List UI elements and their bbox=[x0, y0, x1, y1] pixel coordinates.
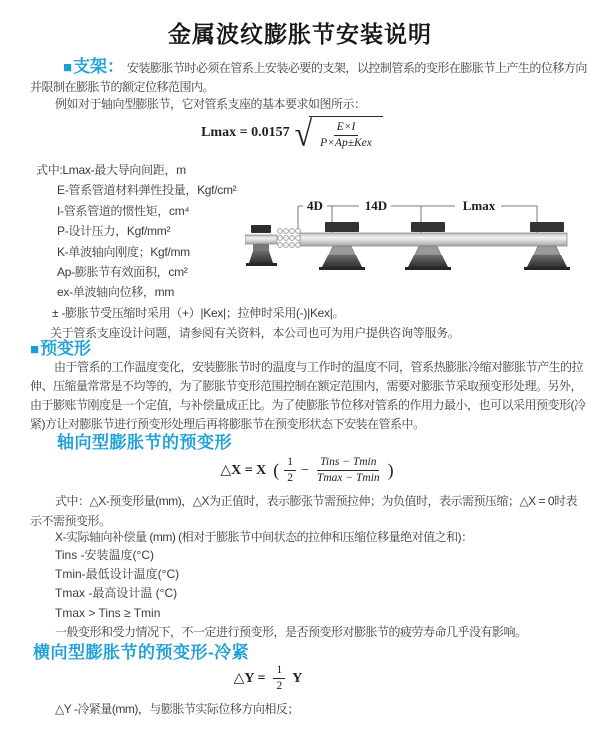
definition-where: 式中:Lmax-最大导向间距，m bbox=[36, 163, 186, 177]
definition-item: E-管系管道材料弹性投量，Kgf/cm² bbox=[57, 183, 237, 198]
minus-sign: − bbox=[301, 462, 309, 478]
lmax-formula-fraction: $\frac{E\times I}{\text{P×Ap±Kex}}$ bbox=[320, 121, 372, 150]
definition-item: Ap-膨胀节有效面积，cm² bbox=[57, 265, 188, 280]
dim-label-14d: 14D bbox=[364, 198, 388, 213]
axial-where-paragraph: 式中：△X-预变形量(mm)，△X为正值时，表示膨张节需预拉伸；为负值时，表示需预压缩；△X = 0时表示不需预变形。 bbox=[30, 494, 578, 528]
definition-item: I-管系管道的惯性矩，cm⁴ bbox=[57, 203, 190, 218]
axial-subheading: 轴向型膨胀节的预变形 bbox=[57, 433, 232, 452]
temp-item: Tmax > Tins ≥ Tmin bbox=[55, 605, 161, 620]
sqrt-icon: √ $\frac{E\times I}{\text{P×Ap±Kex}}$ bbox=[295, 116, 383, 150]
dim-label-4d: 4D bbox=[307, 198, 323, 213]
temp-item: Tmax -最高设计温 (°C) bbox=[55, 586, 178, 601]
predeform-section-heading bbox=[30, 334, 91, 359]
open-paren: ( bbox=[273, 460, 280, 481]
half-fraction: $\frac{1}{2}$ bbox=[273, 664, 285, 693]
consult-note: 关于管系支座设计问题，请参阅有关资料，本公司也可为用户提供咨询等服务。 bbox=[50, 326, 460, 341]
lateral-formula-rhs: Y bbox=[292, 670, 303, 686]
page-title: 金属波纹膨胀节安装说明 bbox=[168, 21, 432, 47]
definition-item: ex-单波轴向位移，mm bbox=[57, 285, 175, 300]
lateral-subheading: 横向型膨胀节的预变形-冷紧 bbox=[33, 643, 250, 662]
predeform-paragraph: 由于管系的工作温度变化，安装膨胀节时的温度与工作时的温度不同，管系热膨胀冷缩对膨胀节产生的拉伸、压缩量常常是不均等的，为了膨胀节变形范围控制在额定范围内，需要对膨胀节采取预变形处理。另外，由于膨账节刚度是一个定值，与补偿量成正比。为了使膨胀节位移对管系的作用力最小，也可以采用预变形(冷紧)方让对膨胀节进行预变形处理后再将膨胀节在预变形状态下安装在管系中。 bbox=[30, 360, 586, 431]
axial-note: 一般变形和受力情况下，不一定进行预变形，是否预变形对膨胀节的疲劳寿命几乎没有影响。 bbox=[55, 625, 527, 639]
support-heading-label: 支架： bbox=[73, 57, 125, 76]
axial-x-definition: X-实际轴向补偿量 (mm) (相对于膨胀节中间状态的拉伸和压缩位移量绝对值之和)： bbox=[55, 530, 473, 544]
bullet-square-icon: ■ bbox=[63, 59, 73, 76]
lmax-formula-lhs: Lmax = 0.0157 bbox=[201, 125, 290, 141]
lateral-formula bbox=[0, 664, 568, 693]
dim-label-lmax: Lmax bbox=[462, 198, 496, 213]
support-intro-text: 安装膨胀节时必须在管系上安装必要的支架，以控制管系的变形在膨胀节上产生的位移方向并限制在膨胀节的额定位移范围内。 bbox=[30, 61, 587, 94]
bullet-square-icon: ■ bbox=[30, 341, 40, 358]
axial-formula bbox=[8, 456, 600, 485]
axial-formula-lhs: △X = X bbox=[220, 463, 267, 479]
temperature-fraction: $\frac{\text{Tins − Tmin}}{Tmax - Tmin}$ bbox=[316, 456, 380, 485]
predeform-heading-label: 预变形 bbox=[40, 339, 92, 358]
anchor-support bbox=[246, 225, 277, 266]
temperature-list bbox=[55, 546, 595, 623]
temp-item: Tmin-最低设计温度(°C) bbox=[55, 567, 180, 582]
support-spacing-diagram bbox=[245, 193, 600, 285]
support-section-heading bbox=[63, 57, 124, 76]
support-paragraph bbox=[30, 57, 588, 97]
definition-item: P-设计压力，Kgf/mm² bbox=[57, 224, 171, 239]
definition-item: K-单波轴向刚度；Kgf/mm bbox=[57, 244, 190, 259]
half-fraction: $\frac{1}{2}$ bbox=[284, 456, 296, 485]
close-paren: ) bbox=[387, 460, 394, 481]
definition-pm-note: ± -膨胀节受压缩时采用（+）|Kex|；拉伸时采用(-)|Kex|。 bbox=[52, 305, 345, 320]
lateral-formula-lhs: △Y = bbox=[233, 671, 266, 687]
temp-item: Tins -安装温度(°C) bbox=[55, 548, 155, 562]
support-example-line: 例如对于轴向型膨胀节，它对管系支座的基本要求如图所示： bbox=[55, 97, 366, 111]
lateral-note: △Y -冷紧量(mm)，与膨胀节实际位移方向相反； bbox=[55, 702, 299, 716]
lmax-formula bbox=[0, 113, 592, 154]
bellows-icon bbox=[278, 229, 301, 248]
